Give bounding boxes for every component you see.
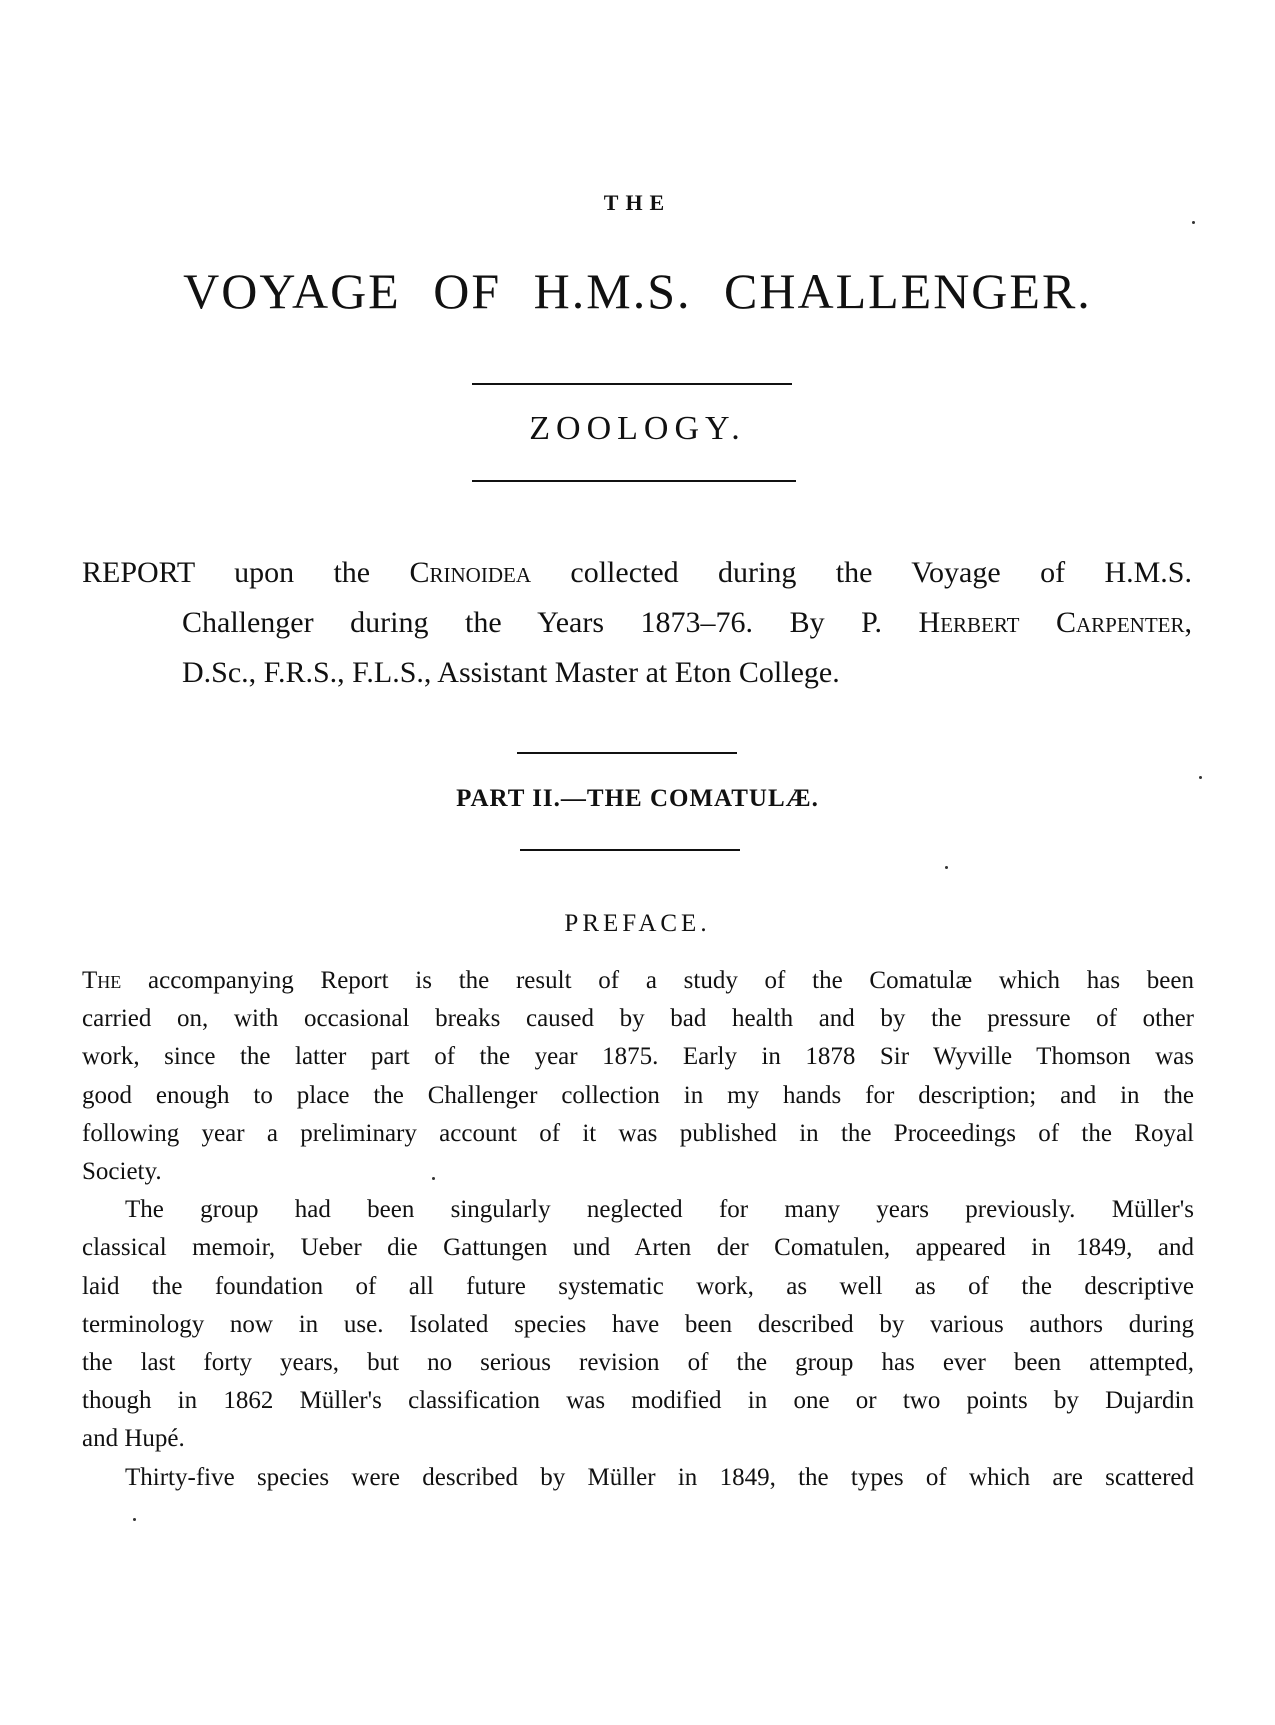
print-speck	[133, 1518, 136, 1521]
divider-rule	[520, 849, 740, 851]
text-line: classical memoir, Ueber die Gattungen und Arten der Comatulen, appeared in 1849, and	[82, 1234, 1194, 1262]
text-line: carried on, with occasional breaks caused by bad health and by the pressure of other	[82, 1005, 1194, 1033]
paragraph	[82, 962, 1194, 1191]
print-speck	[1192, 221, 1195, 224]
text-line: though in 1862 Müller's classification was modified in one or two points by Dujardin	[82, 1387, 1194, 1415]
title-prefix: THE	[603, 190, 672, 215]
text-line: and Hupé.	[82, 1425, 185, 1453]
main-title: VOYAGE OF H.M.S. CHALLENGER.	[183, 263, 1092, 319]
text-line: Society.	[82, 1158, 162, 1186]
paragraph	[82, 1459, 1194, 1497]
report-line: REPORT upon the Crinoidea collected during the Voyage of H.M.S.	[82, 556, 1192, 589]
divider-rule	[517, 752, 737, 754]
print-speck	[945, 866, 948, 869]
text-line: terminology now in use. Isolated species have been described by various authors during	[82, 1310, 1194, 1338]
divider-rule	[472, 383, 792, 385]
text-line: work, since the latter part of the year 1875. Early in 1878 Sir Wyville Thomson was	[82, 1043, 1194, 1071]
text-line: Thirty-five species were described by Müller in 1849, the types of which are scattered	[125, 1463, 1194, 1491]
divider-rule	[472, 480, 796, 482]
text-line: good enough to place the Challenger collection in my hands for description; and in the	[82, 1081, 1194, 1109]
text-line: The group had been singularly neglected for many years previously. Müller's	[125, 1196, 1194, 1224]
text-line: laid the foundation of all future systematic work, as well as of the descriptive	[82, 1272, 1194, 1300]
report-line: D.Sc., F.R.S., F.L.S., Assistant Master at Eton College.	[182, 656, 840, 689]
paragraph	[82, 1191, 1194, 1458]
print-speck	[1199, 776, 1202, 779]
report-citation	[82, 548, 1192, 698]
text-line: following year a preliminary account of it was published in the Proceedings of the Royal	[82, 1119, 1194, 1147]
preface-body	[82, 962, 1194, 1497]
preface-heading: PREFACE.	[564, 910, 711, 937]
text-line: The accompanying Report is the result of a study of the Comatulæ which has been	[82, 967, 1194, 994]
print-speck	[432, 1177, 435, 1180]
section-title: ZOOLOGY.	[529, 410, 746, 447]
text-line: the last forty years, but no serious revision of the group has ever been attempted,	[82, 1349, 1194, 1377]
report-line: Challenger during the Years 1873–76. By P. Herbert Carpenter,	[182, 606, 1192, 639]
part-heading: PART II.—THE COMATULÆ.	[456, 785, 819, 812]
